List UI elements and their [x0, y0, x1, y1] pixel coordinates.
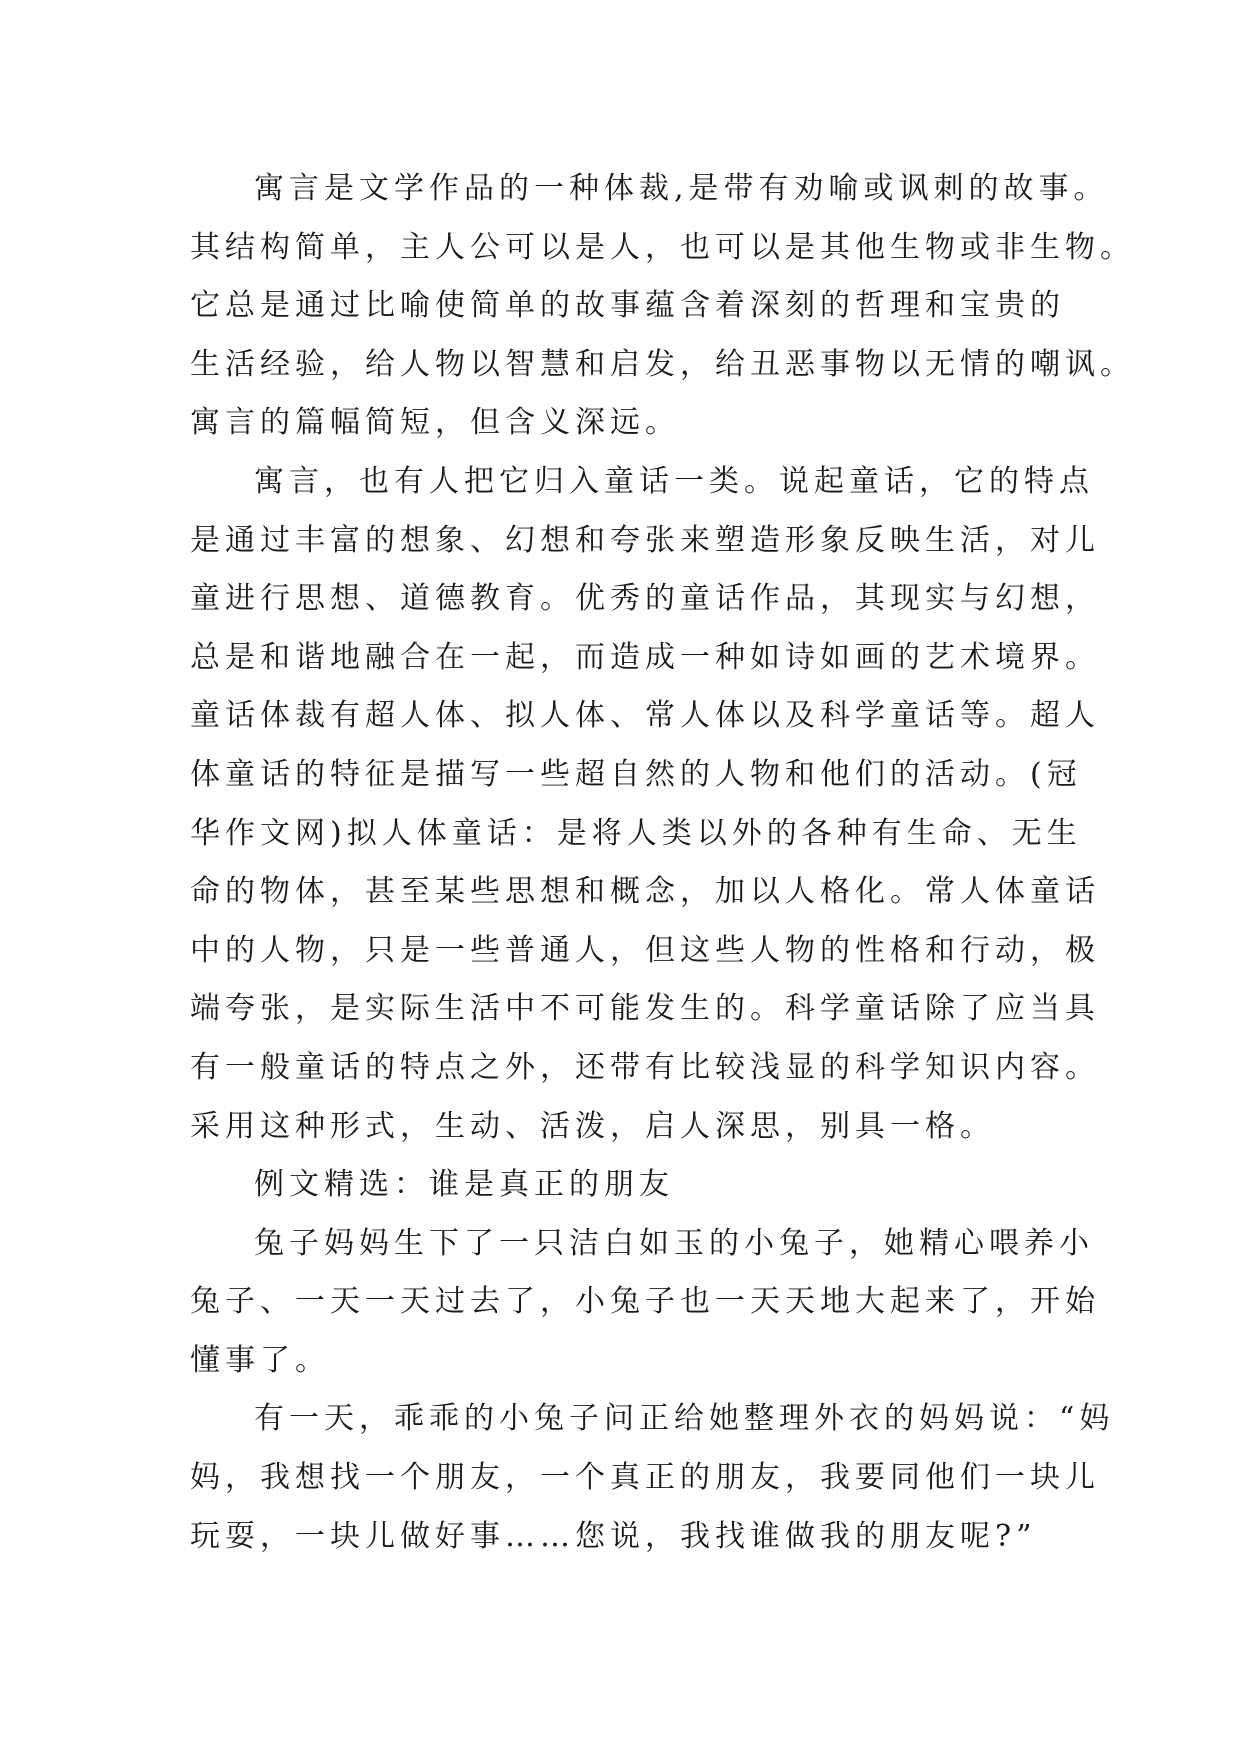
paragraph-line: 懂事了。 — [190, 1342, 330, 1378]
paragraph-line: 兔子妈妈生下了一只洁白如玉的小兔子，她精心喂养小 — [254, 1225, 1094, 1261]
paragraph-line: 童话体裁有超人体、拟人体、常人体以及科学童话等。超人 — [190, 698, 1100, 734]
paragraph-line: 是通过丰富的想象、幻想和夸张来塑造形象反映生活，对儿 — [190, 522, 1100, 558]
paragraph-line: 体童话的特征是描写一些超自然的人物和他们的活动。(冠 — [190, 756, 1082, 792]
paragraph-line: 兔子、一天一天过去了，小兔子也一天天地大起来了，开始 — [190, 1284, 1100, 1320]
paragraph-line: 寓言是文学作品的一种体裁,是带有劝喻或讽刺的故事。 — [254, 171, 1109, 206]
paragraph-line: 总是和谐地融合在一起，而造成一种如诗如画的艺术境界。 — [190, 639, 1100, 675]
paragraph-line: 中的人物，只是一些普通人，但这些人物的性格和行动，极 — [190, 932, 1100, 968]
paragraph-line: 寓言，也有人把它归入童话一类。说起童话，它的特点 — [254, 463, 1094, 499]
paragraph-line: 妈，我想找一个朋友，一个真正的朋友，我要同他们一块儿 — [190, 1460, 1100, 1496]
paragraph-line: 寓言的篇幅简短，但含义深远。 — [190, 405, 680, 441]
paragraph-line: 童进行思想、道德教育。优秀的童话作品，其现实与幻想， — [190, 581, 1100, 617]
section-heading: 例文精选：谁是真正的朋友 — [254, 1167, 674, 1203]
paragraph-line: 端夸张，是实际生活中不可能发生的。科学童话除了应当具 — [190, 991, 1100, 1027]
paragraph-line: 生活经验，给人物以智慧和启发，给丑恶事物以无情的嘲讽。 — [190, 346, 1135, 382]
paragraph-line: 命的物体，甚至某些思想和概念，加以人格化。常人体童话 — [190, 874, 1100, 910]
body-text — [190, 160, 1135, 1566]
paragraph-line: 玩耍，一块儿做好事……您说，我找谁做我的朋友呢?” — [190, 1518, 1037, 1554]
paragraph-line: 其结构简单，主人公可以是人，也可以是其他生物或非生物。 — [190, 229, 1135, 265]
paragraph-line: 有一天，乖乖的小兔子问正给她整理外衣的妈妈说：“妈 — [254, 1401, 1115, 1437]
paragraph-line: 它总是通过比喻使简单的故事蕴含着深刻的哲理和宝贵的 — [190, 288, 1065, 324]
paragraph-line: 华作文网)拟人体童话：是将人类以外的各种有生命、无生 — [190, 815, 1082, 851]
paragraph-line: 采用这种形式，生动、活泼，启人深思，别具一格。 — [190, 1108, 995, 1144]
paragraph-line: 有一般童话的特点之外，还带有比较浅显的科学知识内容。 — [190, 1049, 1100, 1085]
